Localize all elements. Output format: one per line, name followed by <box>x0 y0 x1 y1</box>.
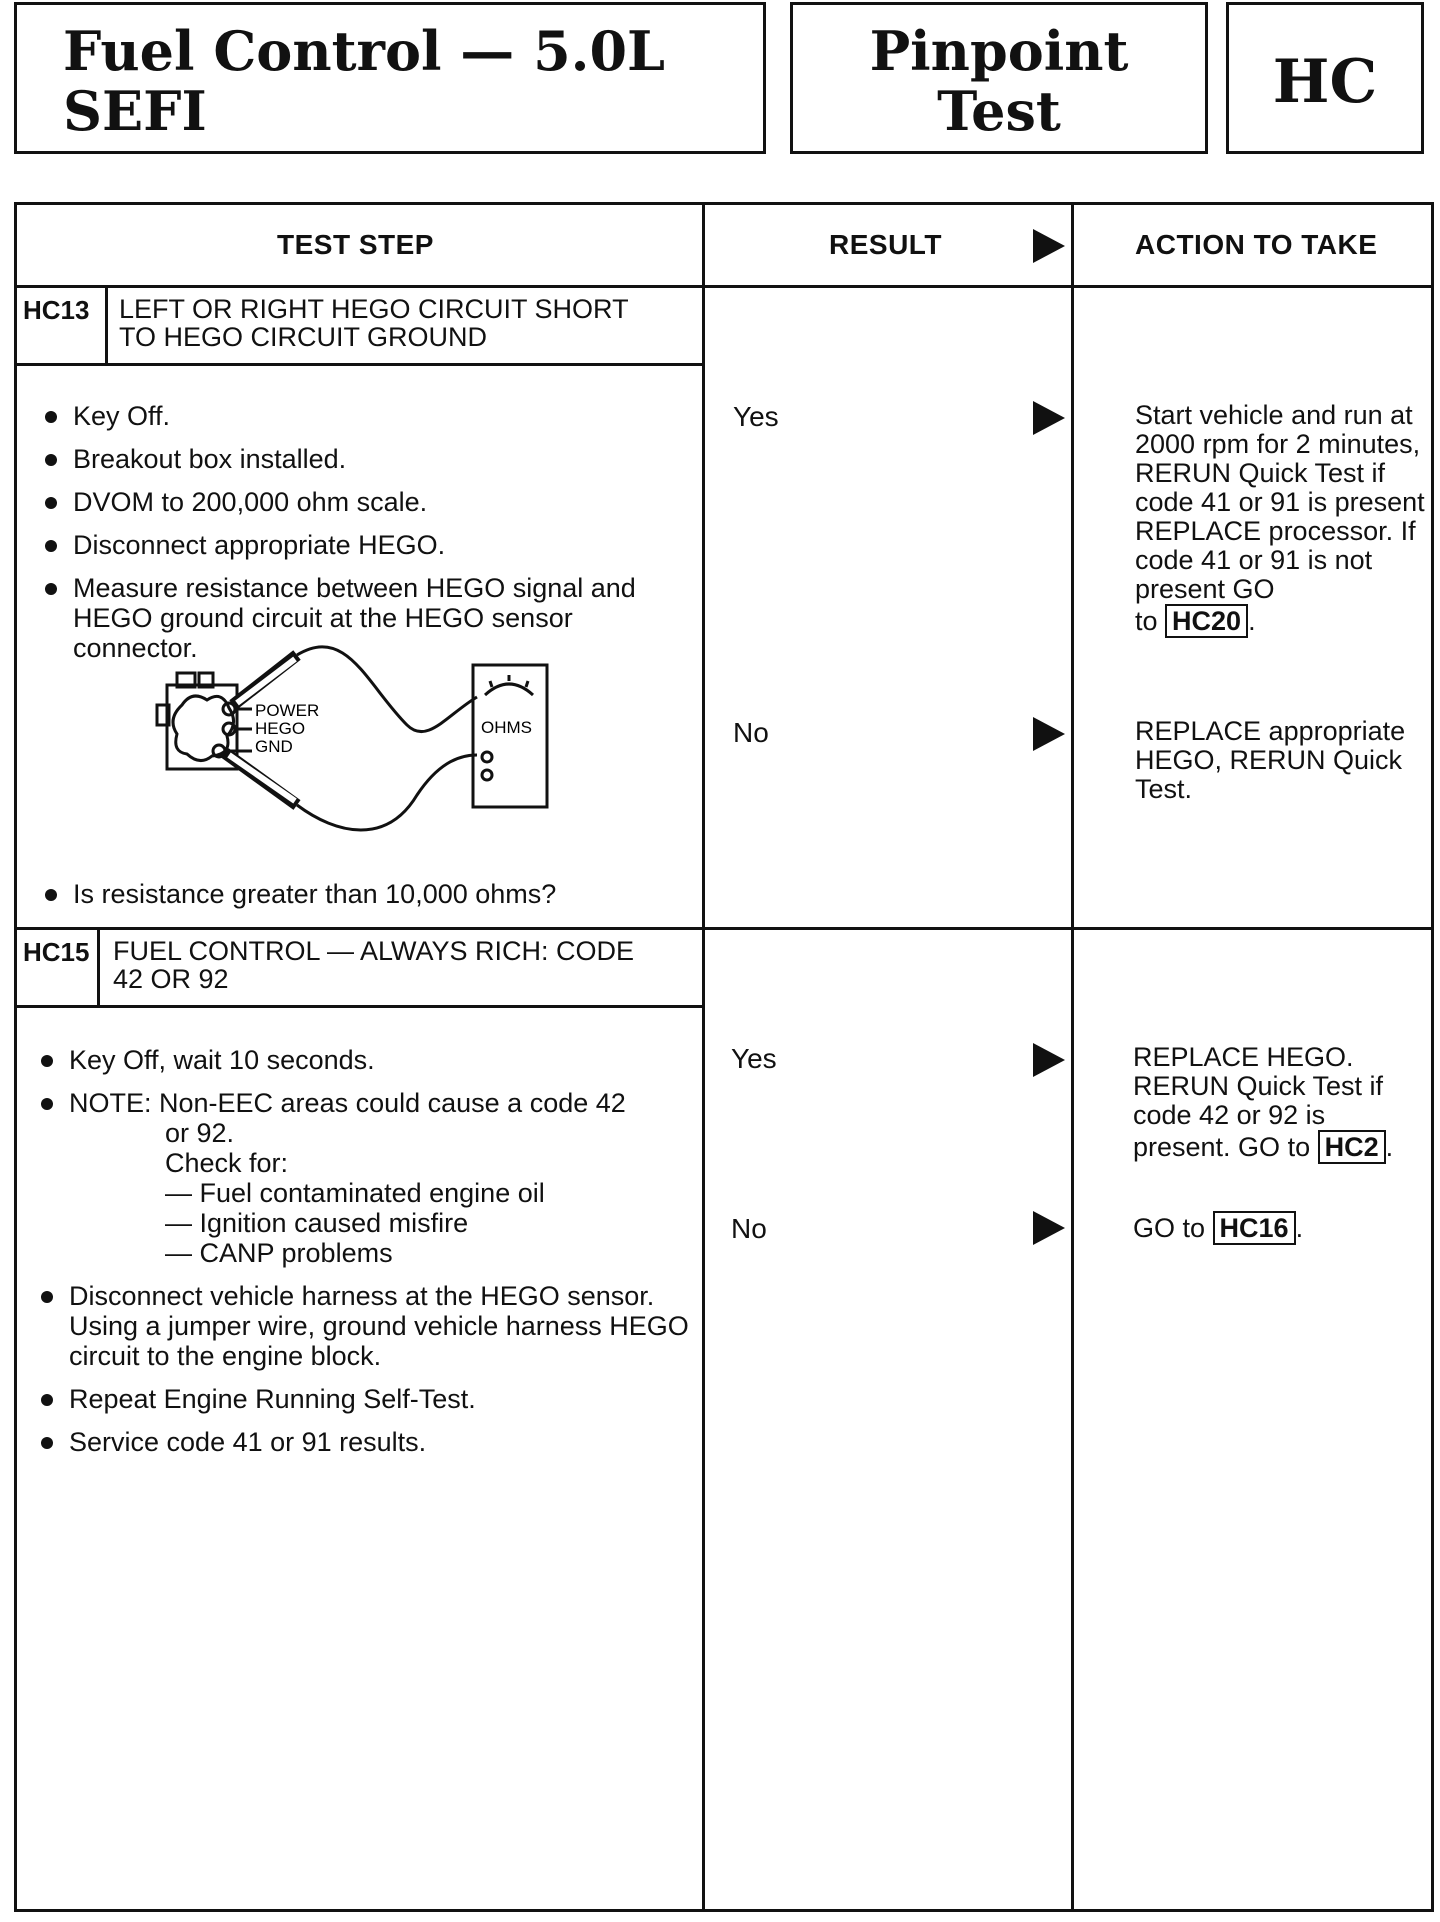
list-item: Breakout box installed. <box>41 444 691 474</box>
arrow-icon <box>1033 401 1065 435</box>
result-no-hc15: No <box>731 1213 767 1244</box>
pinpoint-box <box>790 2 1208 154</box>
step-title-divider <box>17 363 705 366</box>
page-title: Fuel Control — 5.0L SEFI <box>63 19 666 143</box>
step-title-hc15: FUEL CONTROL — ALWAYS RICH: CODE 42 OR 92 <box>113 936 635 994</box>
question-hc13 <box>41 879 691 922</box>
arrow-icon <box>1033 229 1065 263</box>
list-item: Disconnect appropriate HEGO. <box>41 530 691 560</box>
arrow-icon <box>1033 1211 1065 1245</box>
action-yes-hc13: Start vehicle and run at 2000 rpm for 2 minutes, RERUN Quick Test if code 41 or 91 is present REPLACE processor. If code 41 or 91 is not present GO to HC20 . <box>1135 400 1425 636</box>
list-item: Repeat Engine Running Self-Test. <box>37 1384 697 1414</box>
step-reference: HC16 <box>1213 1211 1296 1245</box>
step-list-hc13 <box>41 401 691 676</box>
step-title-divider <box>17 1005 705 1008</box>
step-id-divider <box>105 285 108 365</box>
step-id-hc15: HC15 <box>23 937 90 967</box>
result-no-hc13: No <box>733 717 769 748</box>
header-divider <box>17 285 1431 288</box>
column-header-result: RESULT <box>829 229 942 260</box>
column-divider <box>1071 205 1074 1909</box>
list-item: Measure resistance between HEGO signal and HEGO ground circuit at the HEGO sensor connector. <box>41 573 691 663</box>
step-reference: HC2 <box>1318 1130 1386 1164</box>
step-id-divider <box>97 927 100 1007</box>
code-box <box>1226 2 1424 154</box>
list-item: Service code 41 or 91 results. <box>37 1427 697 1457</box>
label-gnd: GND <box>255 737 293 756</box>
arrow-icon <box>1033 1043 1065 1077</box>
list-item: Is resistance greater than 10,000 ohms? <box>41 879 691 909</box>
step-title-hc13: LEFT OR RIGHT HEGO CIRCUIT SHORT TO HEGO CIRCUIT GROUND <box>119 294 629 352</box>
label-hego: HEGO <box>255 719 306 738</box>
column-header-test-step: TEST STEP <box>277 229 434 260</box>
pinpoint-label: Pinpoint Test <box>869 19 1129 143</box>
action-no-hc13: REPLACE appropriate HEGO, RERUN Quick Test. <box>1135 716 1406 804</box>
list-item: Disconnect vehicle harness at the HEGO sensor. Using a jumper wire, ground vehicle harness HEGO circuit to the engine block. <box>37 1281 697 1371</box>
meter-label: OHMS <box>481 718 532 737</box>
list-item: NOTE: Non-EEC areas could cause a code 42 or 92. Check for: — Fuel contaminated engine oil — Ignition caused misfire — CANP problems <box>37 1088 697 1268</box>
label-power: POWER <box>255 701 320 720</box>
step-id-hc13: HC13 <box>23 295 90 325</box>
step-list-hc15 <box>37 1045 697 1470</box>
step-reference: HC20 <box>1165 604 1248 638</box>
action-yes-hc15: REPLACE HEGO. RERUN Quick Test if code 42 or 92 is present. GO to HC2 . <box>1133 1042 1394 1162</box>
section-code: HC <box>1272 47 1378 117</box>
list-item: Key Off. <box>41 401 691 431</box>
result-yes-hc13: Yes <box>733 401 779 432</box>
list-item: Key Off, wait 10 seconds. <box>37 1045 697 1075</box>
test-table <box>14 202 1434 1912</box>
hego-wiring-diagram <box>147 645 567 845</box>
column-divider <box>702 205 705 1909</box>
arrow-icon <box>1033 717 1065 751</box>
title-box <box>14 2 766 154</box>
result-yes-hc15: Yes <box>731 1043 777 1074</box>
list-item: DVOM to 200,000 ohm scale. <box>41 487 691 517</box>
action-no-hc15: GO to HC16 . <box>1133 1213 1304 1243</box>
column-header-action: ACTION TO TAKE <box>1135 229 1378 260</box>
row-divider <box>17 927 1431 930</box>
